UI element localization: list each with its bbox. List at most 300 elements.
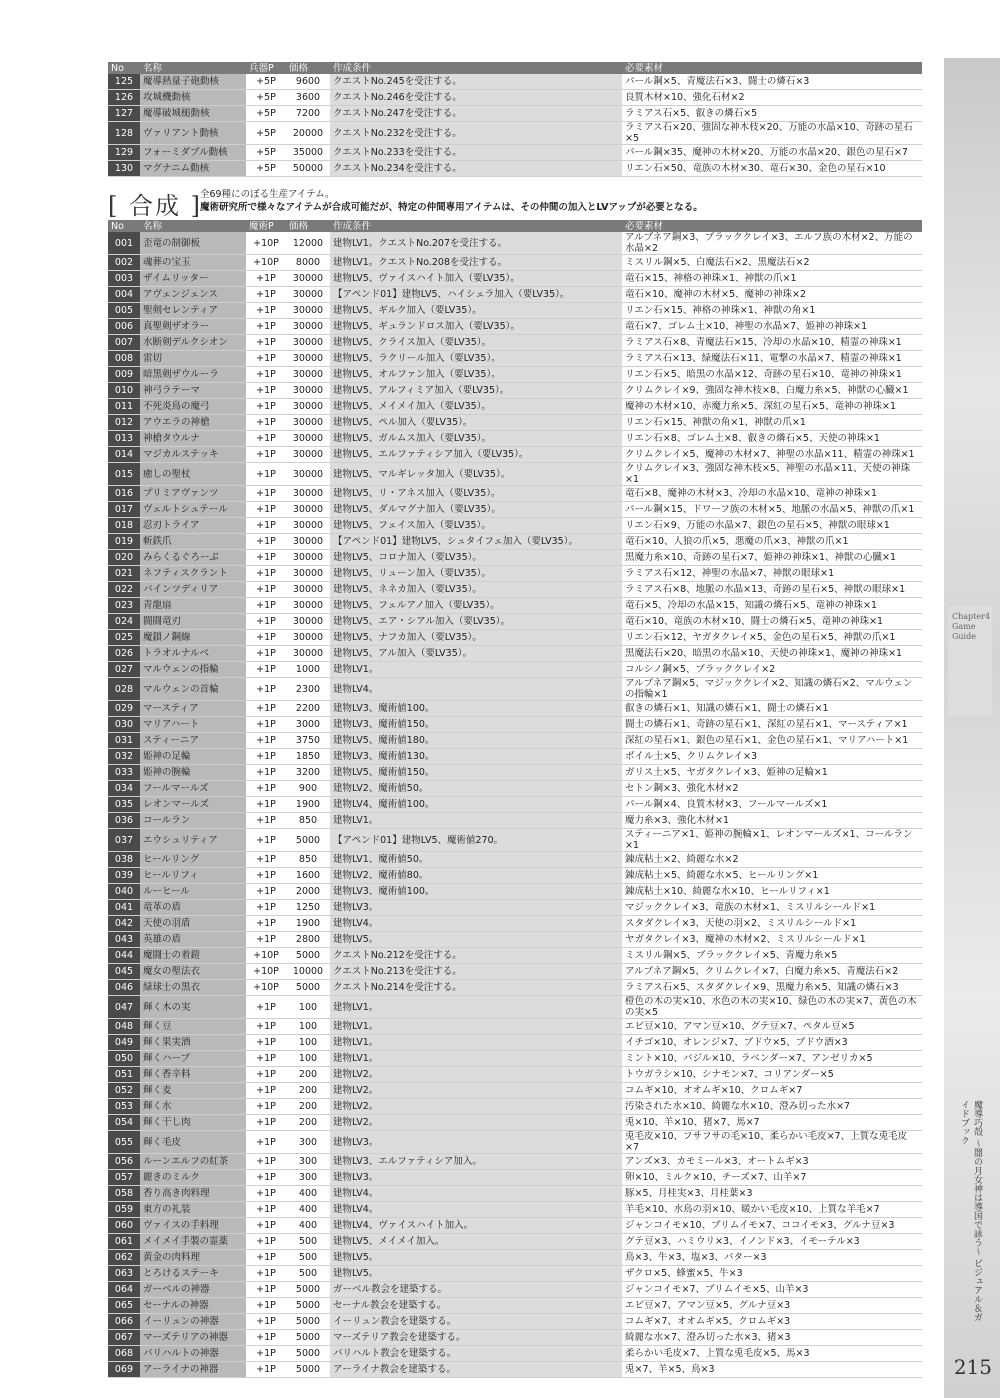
cell-materials: アルブネア鋼×3、ブラッククレイ×3、エルフ族の木材×2、万能の水晶×2 [622,232,922,255]
cell-no: 061 [108,1234,140,1250]
cell-price: 100 [286,1019,330,1035]
cell-points: +10P [246,232,286,255]
table-row [108,145,922,161]
cell-materials: ラミアス石×12、神聖の水晶×7、神獣の眼球×1 [622,566,922,582]
cell-price: 5000 [286,1346,330,1362]
cell-no: 026 [108,646,140,662]
cell-condition: 建物LV3。 [330,1131,622,1154]
cell-condition: 建物LV1。 [330,1035,622,1051]
table-row [108,367,922,383]
cell-name: 姫神の足輪 [140,749,246,765]
cell-no: 064 [108,1282,140,1298]
chapter-tab: Chapter4 Game Guide [948,606,992,716]
table-row [108,884,922,900]
cell-name: 天使の羽盾 [140,916,246,932]
section-title: [ 合成 ] [108,192,202,220]
table-row [108,598,922,614]
cell-condition: 建物LV5、メイメイ加入。 [330,1234,622,1250]
cell-points: +1P [246,335,286,351]
cell-name: 魔鎖ノ鋼線 [140,630,246,646]
cell-condition: 建物LV5、マルギレッタ加入（要LV35）。 [330,463,622,486]
cell-name: セーナルの神器 [140,1298,246,1314]
cell-no: 062 [108,1250,140,1266]
cell-name: 英雄の盾 [140,932,246,948]
cell-points: +1P [246,1186,286,1202]
table-row [108,1362,922,1378]
table-row [108,566,922,582]
cell-materials: 竜石×10、魔神の木材×5、魔神の神珠×2 [622,287,922,303]
cell-points: +1P [246,1083,286,1099]
book-title-vertical: 魔導巧殻 ～闇の月女神は導国で詠う～ ビジュアル＆ガイドブック [959,1100,982,1322]
col-name: 名称 [140,62,246,74]
table-row [108,122,922,145]
cell-no: 019 [108,534,140,550]
cell-points: +1P [246,662,286,678]
cell-name: ヴァイスの手料理 [140,1218,246,1234]
table-row [108,271,922,287]
cell-materials: ミント×10、バジル×10、ラベンダー×7、アンゼリカ×5 [622,1051,922,1067]
cell-price: 200 [286,1099,330,1115]
col-materials: 必要素材 [622,220,922,232]
cell-points: +10P [246,255,286,271]
col-no: No [108,62,140,74]
cell-price: 400 [286,1218,330,1234]
cell-name: マグナニム動核 [140,161,246,177]
cell-no: 023 [108,598,140,614]
cell-no: 002 [108,255,140,271]
cell-points: +1P [246,1346,286,1362]
cell-materials: 竜石×10、竜族の木材×10、闘士の燐石×5、竜神の神珠×1 [622,614,922,630]
cell-points: +1P [246,1051,286,1067]
cell-materials: 闘士の燐石×1、奇跡の星石×1、深紅の星石×1、マースティア×1 [622,717,922,733]
cell-name: 雷切 [140,351,246,367]
cell-name: ヴェルトシュテール [140,502,246,518]
cell-name: 魔女の聖法衣 [140,964,246,980]
table-row [108,1154,922,1170]
table-row [108,646,922,662]
cell-price: 7200 [286,106,330,122]
table-row [108,232,922,255]
cell-name: 癒しの聖杖 [140,463,246,486]
cell-no: 054 [108,1115,140,1131]
table-row [108,1115,922,1131]
cell-materials: ミスリル鋼×5、ブラッククレイ×5、青魔力糸×5 [622,948,922,964]
cell-price: 400 [286,1202,330,1218]
table-row [108,916,922,932]
col-points: 魔術P [246,220,286,232]
cell-no: 030 [108,717,140,733]
cell-price: 500 [286,1266,330,1282]
cell-materials: アンズ×3、カモミール×3、オートムギ×3 [622,1154,922,1170]
cell-price: 30000 [286,518,330,534]
cell-name: フォーミダブル動核 [140,145,246,161]
cell-price: 100 [286,1035,330,1051]
cell-materials: ボイル土×5、クリムクレイ×3 [622,749,922,765]
table-row [108,486,922,502]
cell-points: +1P [246,1131,286,1154]
cell-name: 緑球士の黒衣 [140,980,246,996]
cell-no: 052 [108,1083,140,1099]
cell-condition: 建物LV5、コロナ加入（要LV35）。 [330,550,622,566]
col-no: No [108,220,140,232]
table-row [108,1346,922,1362]
table-row [108,518,922,534]
cell-points: +1P [246,884,286,900]
cell-name: 東方の礼装 [140,1202,246,1218]
cell-name: 姫神の腕輪 [140,765,246,781]
cell-materials: リエン石×15、神獣の角×1、神獣の爪×1 [622,415,922,431]
cell-points: +1P [246,916,286,932]
table-row [108,701,922,717]
cell-points: +1P [246,932,286,948]
cell-condition: 建物LV5、ガルムス加入（要LV35）。 [330,431,622,447]
cell-condition: 建物LV2。 [330,1083,622,1099]
table-row [108,1202,922,1218]
cell-price: 30000 [286,646,330,662]
cell-points: +5P [246,122,286,145]
cell-name: みらくるぐろーぶ [140,550,246,566]
table-row [108,813,922,829]
cell-condition: 建物LV4、ヴァイスハイト加入。 [330,1218,622,1234]
cell-price: 900 [286,781,330,797]
cell-materials: スティーニア×1、姫神の腕輪×1、レオンマールズ×1、コールラン×1 [622,829,922,852]
cell-materials: 黒魔力糸×10、奇跡の星石×7、姫神の神珠×1、神獣の心臓×1 [622,550,922,566]
cell-no: 056 [108,1154,140,1170]
cell-materials: リエン石×5、暗黒の水晶×12、奇跡の星石×10、竜神の神珠×1 [622,367,922,383]
cell-no: 129 [108,145,140,161]
cell-price: 35000 [286,145,330,161]
cell-condition: 建物LV5、クライス加入（要LV35）。 [330,335,622,351]
cell-name: スティーニア [140,733,246,749]
cell-no: 063 [108,1266,140,1282]
cell-no: 046 [108,980,140,996]
cell-materials: 錬成粘土×5、綺麗な水×5、ヒールリング×1 [622,868,922,884]
cell-name: 忍刃トライア [140,518,246,534]
table-row [108,74,922,90]
cell-name: マースティア [140,701,246,717]
cell-no: 060 [108,1218,140,1234]
cell-price: 30000 [286,415,330,431]
table-row [108,1314,922,1330]
table-row [108,1099,922,1115]
cell-condition: 建物LV3、魔術値150。 [330,717,622,733]
cell-condition: 建物LV5、エア・シアル加入（要LV35）。 [330,614,622,630]
cell-price: 30000 [286,351,330,367]
cell-price: 1900 [286,797,330,813]
cell-price: 30000 [286,614,330,630]
cell-points: +1P [246,765,286,781]
cell-condition: クエストNo.213を受注する。 [330,964,622,980]
cell-condition: 建物LV4。 [330,678,622,701]
cell-price: 1000 [286,662,330,678]
cell-price: 30000 [286,319,330,335]
cell-no: 004 [108,287,140,303]
cell-name: プリミアヴァンツ [140,486,246,502]
cell-no: 024 [108,614,140,630]
cell-name: 竜革の盾 [140,900,246,916]
cell-name: 神槍タウルナ [140,431,246,447]
cell-no: 051 [108,1067,140,1083]
table-row [108,106,922,122]
cell-no: 126 [108,90,140,106]
cell-name: 青龍扇 [140,598,246,614]
cell-name: フールマールズ [140,781,246,797]
cell-points: +1P [246,486,286,502]
cell-name: ガーベルの神器 [140,1282,246,1298]
cell-name: 輝く麦 [140,1083,246,1099]
cell-no: 008 [108,351,140,367]
cell-condition: アーライナ教会を建築する。 [330,1362,622,1378]
cell-points: +1P [246,1218,286,1234]
cell-materials: マジッククレイ×3、竜族の木材×1、ミスリルシールド×1 [622,900,922,916]
table-row [108,415,922,431]
cell-points: +1P [246,1298,286,1314]
cell-name: とろけるステーキ [140,1266,246,1282]
cell-materials: ラミアス石×5、叡きの燐石×5 [622,106,922,122]
cell-no: 058 [108,1186,140,1202]
cell-no: 067 [108,1330,140,1346]
cell-condition: クエストNo.234を受注する。 [330,161,622,177]
cell-price: 50000 [286,161,330,177]
table-row [108,1250,922,1266]
cell-name: 輝く木の実 [140,996,246,1019]
cell-price: 5000 [286,1314,330,1330]
cell-price: 3000 [286,717,330,733]
cell-materials: 柔らかい毛皮×7、上質な兎毛皮×5、馬×3 [622,1346,922,1362]
table-row [108,678,922,701]
cell-points: +1P [246,550,286,566]
cell-no: 127 [108,106,140,122]
cell-price: 30000 [286,383,330,399]
cell-condition: 建物LV5、ペル加入（要LV35）。 [330,415,622,431]
cell-no: 020 [108,550,140,566]
cell-price: 200 [286,1115,330,1131]
cell-condition: 建物LV1。 [330,1019,622,1035]
cell-no: 014 [108,447,140,463]
cell-condition: 建物LV2、魔術値80。 [330,868,622,884]
cell-points: +1P [246,598,286,614]
cell-no: 003 [108,271,140,287]
cell-price: 850 [286,813,330,829]
cell-name: 攻城機動核 [140,90,246,106]
cell-name: アウエラの神槍 [140,415,246,431]
cell-no: 028 [108,678,140,701]
cell-materials: 錬成粘土×2、綺麗な水×2 [622,852,922,868]
cell-points: +10P [246,980,286,996]
cell-points: +1P [246,749,286,765]
cell-name: メイメイ手製の霊薬 [140,1234,246,1250]
table-row [108,964,922,980]
col-name: 名称 [140,220,246,232]
cell-price: 8000 [286,255,330,271]
table-row [108,1330,922,1346]
cell-no: 021 [108,566,140,582]
cell-price: 30000 [286,630,330,646]
cell-materials: ザクロ×5、蜂蜜×5、牛×3 [622,1266,922,1282]
cell-price: 30000 [286,502,330,518]
cell-points: +1P [246,900,286,916]
cell-price: 200 [286,1083,330,1099]
cell-name: ヒールリフィ [140,868,246,884]
cell-price: 12000 [286,232,330,255]
cell-condition: 建物LV5、ラクリール加入（要LV35）。 [330,351,622,367]
cell-price: 30000 [286,550,330,566]
cell-materials: 綺麗な水×7、澄み切った水×3、猪×3 [622,1330,922,1346]
cell-materials: パール鋼×4、良質木材×3、フールマールズ×1 [622,797,922,813]
table-row [108,1298,922,1314]
cell-materials: 兎×7、羊×5、鳥×3 [622,1362,922,1378]
cell-condition: 建物LV3、魔術値130。 [330,749,622,765]
cell-condition: 建物LV5、ネネカ加入（要LV35）。 [330,582,622,598]
cell-condition: 建物LV1。 [330,813,622,829]
cell-no: 022 [108,582,140,598]
cell-materials: パール鋼×15、ドワーフ族の木材×5、地脈の水晶×5、神獣の爪×1 [622,502,922,518]
cell-materials: コムギ×10、オオムギ×10、クロムギ×7 [622,1083,922,1099]
cell-price: 30000 [286,399,330,415]
cell-points: +1P [246,431,286,447]
table-row [108,550,922,566]
cell-name: 魔導熱量子砲動核 [140,74,246,90]
cell-points: +1P [246,717,286,733]
cell-points: +1P [246,502,286,518]
table-row [108,749,922,765]
cell-name: コールラン [140,813,246,829]
table-row [108,255,922,271]
cell-no: 053 [108,1099,140,1115]
cell-materials: セトン鋼×3、強化木材×2 [622,781,922,797]
table-row [108,662,922,678]
cell-condition: 建物LV5、ヴァイスハイト加入（要LV35）。 [330,271,622,287]
cell-name: 魔導破城槌動核 [140,106,246,122]
cell-materials: 豚×5、月桂実×3、月桂葉×3 [622,1186,922,1202]
table-row [108,614,922,630]
table-row [108,1234,922,1250]
cell-price: 30000 [286,287,330,303]
cell-points: +1P [246,319,286,335]
cell-price: 30000 [286,271,330,287]
cell-points: +5P [246,90,286,106]
cell-name: 輝く香辛料 [140,1067,246,1083]
cell-materials: グテ豆×3、ハミウリ×3、イノンド×3、イモーテル×3 [622,1234,922,1250]
table-row [108,463,922,486]
cell-name: バリハルトの神器 [140,1346,246,1362]
cell-materials: リエン石×15、神格の神珠×1、神獣の角×1 [622,303,922,319]
cell-condition: 建物LV1。クエストNo.207を受注する。 [330,232,622,255]
cell-condition: 建物LV3。 [330,900,622,916]
cell-condition: クエストNo.212を受注する。 [330,948,622,964]
cell-points: +1P [246,630,286,646]
cell-no: 035 [108,797,140,813]
cell-name: マーズテリアの神器 [140,1330,246,1346]
cell-price: 10000 [286,964,330,980]
cell-points: +1P [246,733,286,749]
cell-condition: バリハルト教会を建築する。 [330,1346,622,1362]
cell-name: 黄金の肉料理 [140,1250,246,1266]
cell-price: 5000 [286,1362,330,1378]
cell-no: 011 [108,399,140,415]
table-row [108,781,922,797]
cell-condition: 建物LV4。 [330,1186,622,1202]
cell-condition: 建物LV4。 [330,1202,622,1218]
cell-no: 034 [108,781,140,797]
cell-materials: トウガラシ×10、シナモン×7、コリアンダー×5 [622,1067,922,1083]
cell-materials: 黒魔法石×20、暗黒の水晶×10、天使の神珠×1、魔神の神珠×1 [622,646,922,662]
cell-name: 真聖剣ザオラー [140,319,246,335]
cell-materials: パール鋼×5、青魔法石×3、闘士の燐石×3 [622,74,922,90]
cell-condition: マーズテリア教会を建築する。 [330,1330,622,1346]
table-row [108,829,922,852]
cell-materials: コルシノ鋼×5、ブラッククレイ×2 [622,662,922,678]
cell-condition: 建物LV3、魔術値100。 [330,701,622,717]
cell-points: +1P [246,518,286,534]
cell-no: 130 [108,161,140,177]
cell-condition: 建物LV5。 [330,932,622,948]
cell-name: 香り高き肉料理 [140,1186,246,1202]
cell-points: +1P [246,1330,286,1346]
cell-no: 068 [108,1346,140,1362]
cell-price: 100 [286,996,330,1019]
table-row [108,1051,922,1067]
cell-materials: ミスリル鋼×5、白魔法石×2、黒魔法石×2 [622,255,922,271]
table-row [108,900,922,916]
cell-price: 500 [286,1234,330,1250]
table-row [108,383,922,399]
cell-points: +1P [246,582,286,598]
cell-name: アヴェンジェンス [140,287,246,303]
cell-condition: 建物LV5。 [330,1266,622,1282]
cell-no: 050 [108,1051,140,1067]
cell-points: +1P [246,829,286,852]
cell-materials: 良質木材×10、強化石材×2 [622,90,922,106]
cell-materials: イチゴ×10、オレンジ×7、ブドウ×5、ブドウ酒×3 [622,1035,922,1051]
cell-condition: 建物LV5、ギュランドロス加入（要LV35）。 [330,319,622,335]
table-row [108,797,922,813]
cell-name: マジカルステッキ [140,447,246,463]
cell-price: 30000 [286,335,330,351]
cell-name: ネフティスクラント [140,566,246,582]
cell-no: 007 [108,335,140,351]
cell-price: 30000 [286,463,330,486]
cell-name: イーリュンの神器 [140,1314,246,1330]
cell-price: 5000 [286,980,330,996]
cell-materials: 深紅の星石×1、銀色の星石×1、金色の星石×1、マリアハート×1 [622,733,922,749]
weapon-core-table [108,62,922,177]
cell-materials: スタダクレイ×3、天使の羽×2、ミスリルシールド×1 [622,916,922,932]
cell-no: 038 [108,852,140,868]
cell-points: +1P [246,1067,286,1083]
cell-points: +1P [246,1250,286,1266]
cell-points: +1P [246,678,286,701]
cell-points: +1P [246,868,286,884]
table-row [108,1282,922,1298]
table-row [108,1019,922,1035]
col-condition: 作成条件 [330,220,622,232]
cell-condition: 建物LV5、ナフカ加入（要LV35）。 [330,630,622,646]
cell-price: 850 [286,852,330,868]
cell-no: 029 [108,701,140,717]
cell-points: +1P [246,646,286,662]
cell-materials: ラミアス石×20、強固な神木枝×20、万能の水晶×10、奇跡の星石×5 [622,122,922,145]
cell-condition: 建物LV5、オルファン加入（要LV35）。 [330,367,622,383]
cell-no: 037 [108,829,140,852]
cell-points: +10P [246,948,286,964]
cell-name: レオンマールズ [140,797,246,813]
cell-points: +1P [246,1019,286,1035]
cell-no: 044 [108,948,140,964]
cell-no: 010 [108,383,140,399]
cell-no: 125 [108,74,140,90]
cell-price: 1900 [286,916,330,932]
